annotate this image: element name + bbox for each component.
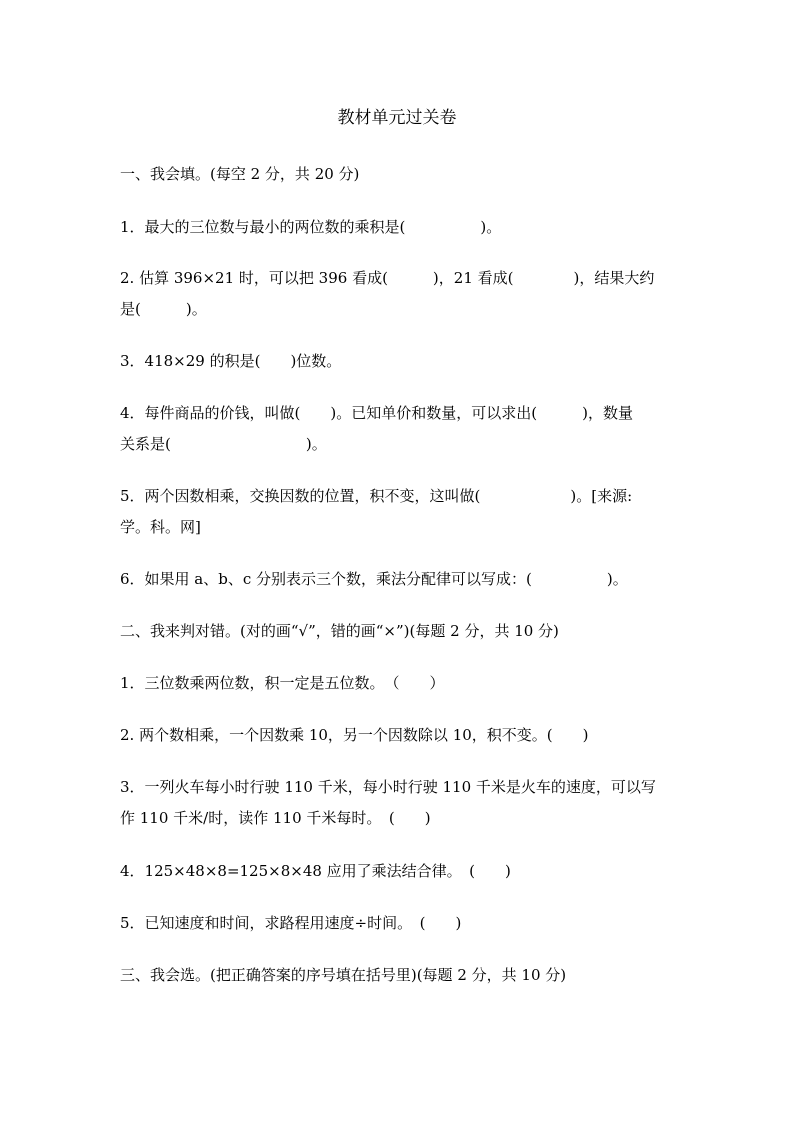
section-2-question-2: 2. 两个数相乘，一个因数乘 10，另一个因数除以 10，积不变。( ) xyxy=(120,726,589,744)
section-1-question-3: 3．418×29 的积是( )位数。 xyxy=(120,352,342,370)
section-1-question-5-line-1: 5．两个因数相乘，交换因数的位置，积不变，这叫做( )。[来源: xyxy=(120,487,633,505)
section-1-question-1: 1．最大的三位数与最小的两位数的乘积是( )。 xyxy=(120,218,502,236)
section-1-question-5-line-2: 学。科。网] xyxy=(120,518,201,536)
section-1-question-6: 6．如果用 a、b、c 分别表示三个数，乘法分配律可以写成：( )。 xyxy=(120,570,628,588)
section-2-question-4: 4．125×48×8=125×8×48 应用了乘法结合律。 ( ) xyxy=(120,862,511,880)
page-title: 教材单元过关卷 xyxy=(337,108,457,128)
section-1-heading: 一、我会填。(每空 2 分，共 20 分) xyxy=(120,165,360,183)
section-1-question-2-line-1: 2. 估算 396×21 时，可以把 396 看成( )，21 看成( )，结果大约 xyxy=(120,269,655,287)
section-2-question-1: 1．三位数乘两位数，积一定是五位数。 （ ） xyxy=(120,674,445,692)
section-1-question-4-line-2: 关系是( )。 xyxy=(120,435,327,453)
section-2-question-3-line-2: 作 110 千米/时，读作 110 千米每时。 ( ) xyxy=(120,809,431,827)
section-1-question-4-line-1: 4．每件商品的价钱，叫做( )。已知单价和数量，可以求出( )，数量 xyxy=(120,404,633,422)
section-2-question-3-line-1: 3．一列火车每小时行驶 110 千米，每小时行驶 110 千米是火车的速度，可以写 xyxy=(120,778,656,796)
section-3-heading: 三、我会选。(把正确答案的序号填在括号里)(每题 2 分，共 10 分) xyxy=(120,966,567,984)
section-1-question-2-line-2: 是( )。 xyxy=(120,300,207,318)
section-2-heading: 二、我来判对错。(对的画“√”，错的画“×”)(每题 2 分，共 10 分) xyxy=(120,622,559,640)
section-2-question-5: 5．已知速度和时间，求路程用速度÷时间。 ( ) xyxy=(120,914,462,932)
